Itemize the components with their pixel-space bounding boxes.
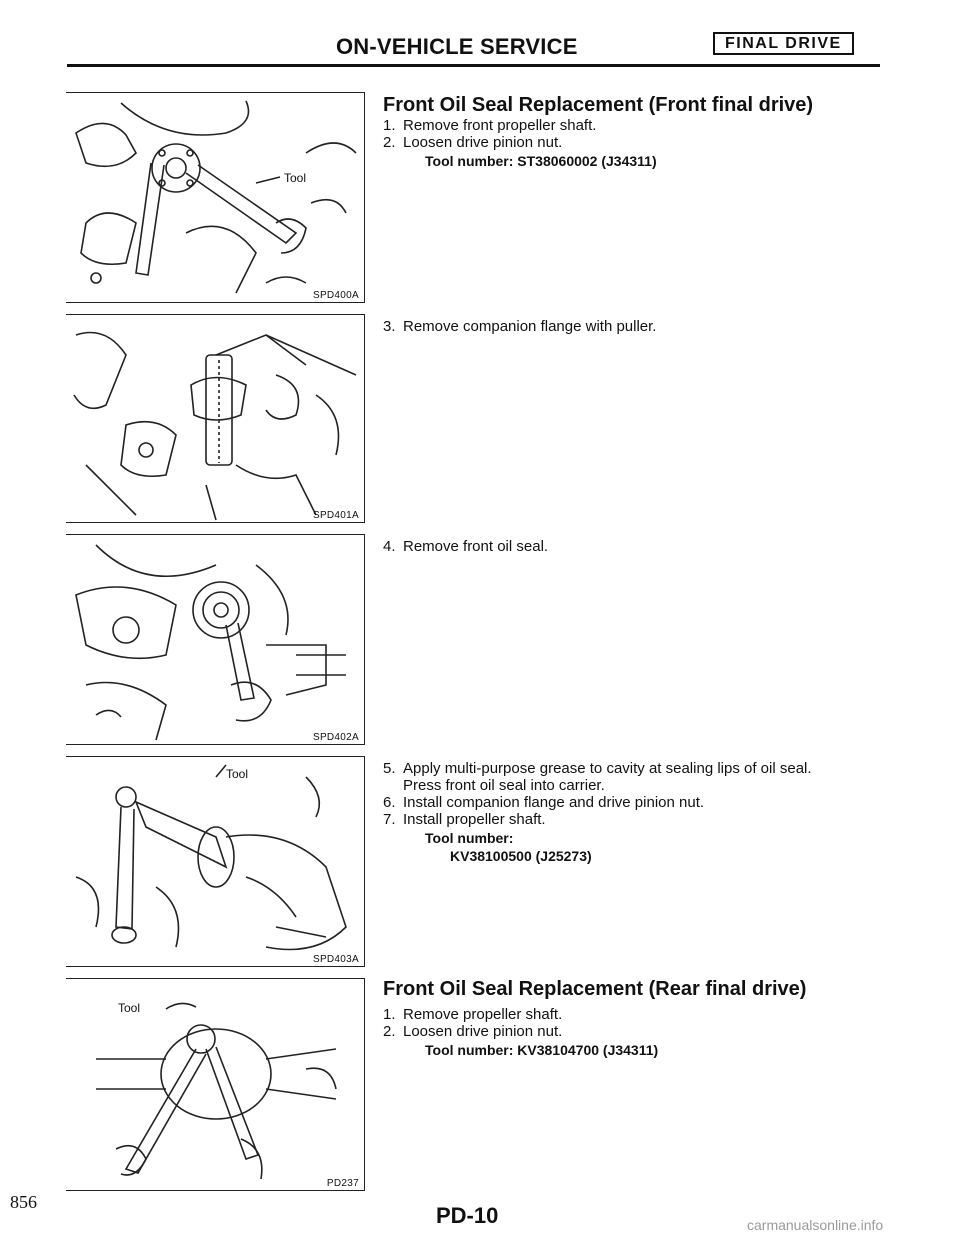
tool-callout: Tool: [226, 767, 249, 781]
step-number: 5.: [383, 760, 396, 777]
step-number: 1.: [383, 117, 396, 134]
step-text: Remove front oil seal.: [403, 538, 549, 555]
step-text: Remove propeller shaft.: [403, 1006, 563, 1023]
oil-seal-removal-illustration: [66, 535, 364, 745]
header-rule: [67, 64, 880, 67]
figure-code: SPD402A: [312, 732, 359, 743]
section-tag: FINAL DRIVE: [713, 32, 854, 55]
tool-number-value: KV38100500 (J25273): [450, 848, 592, 864]
step-number: 1.: [383, 1006, 396, 1023]
drive-pinion-nut-illustration: [66, 93, 364, 303]
watermark: carmanualsonline.info: [747, 1217, 884, 1233]
figure-spd402a: [66, 534, 365, 745]
step-text: Remove front propeller shaft.: [403, 117, 597, 134]
section-heading-rear-final-drive: Front Oil Seal Replacement (Rear final drive): [383, 978, 807, 1000]
section-heading-front-final-drive: Front Oil Seal Replacement (Front final drive): [383, 94, 814, 116]
figure-spd401a: [66, 314, 365, 523]
seal-installer-illustration: [66, 757, 364, 967]
figure-pd237: [66, 978, 365, 1191]
step-number: 6.: [383, 794, 396, 811]
step-text: Install propeller shaft.: [403, 811, 546, 828]
page-code: PD-10: [436, 1203, 499, 1228]
page-number: 856: [10, 1192, 37, 1212]
rear-drive-pinion-illustration: [66, 979, 364, 1191]
step-number: 4.: [383, 538, 396, 555]
step-number: 2.: [383, 1023, 396, 1040]
tool-number: Tool number: KV38104700 (J34311): [425, 1042, 659, 1058]
step-text: Apply multi-purpose grease to cavity at sealing lips of oil seal.: [403, 760, 812, 777]
figure-spd403a: [66, 756, 365, 967]
tool-number: Tool number: ST38060002 (J34311): [425, 153, 657, 169]
step-text: Loosen drive pinion nut.: [403, 1023, 563, 1040]
step-text: Loosen drive pinion nut.: [403, 134, 563, 151]
figure-spd400a: [66, 92, 365, 303]
tool-number-label: Tool number:: [425, 830, 514, 846]
tool-callout: Tool: [118, 1001, 141, 1015]
figure-code: SPD400A: [312, 290, 359, 301]
step-text: Install companion flange and drive pinion nut.: [403, 794, 705, 811]
figure-code: PD237: [326, 1178, 359, 1189]
puller-illustration: [66, 315, 364, 523]
figure-code: SPD403A: [312, 954, 359, 965]
step-number: 7.: [383, 811, 396, 828]
tool-callout: Tool: [284, 171, 307, 185]
step-number: 2.: [383, 134, 396, 151]
page-title: ON-VEHICLE SERVICE: [336, 34, 578, 59]
step-text: Press front oil seal into carrier.: [403, 777, 605, 794]
figure-code: SPD401A: [312, 510, 359, 521]
step-text: Remove companion flange with puller.: [403, 318, 657, 335]
step-number: 3.: [383, 318, 396, 335]
